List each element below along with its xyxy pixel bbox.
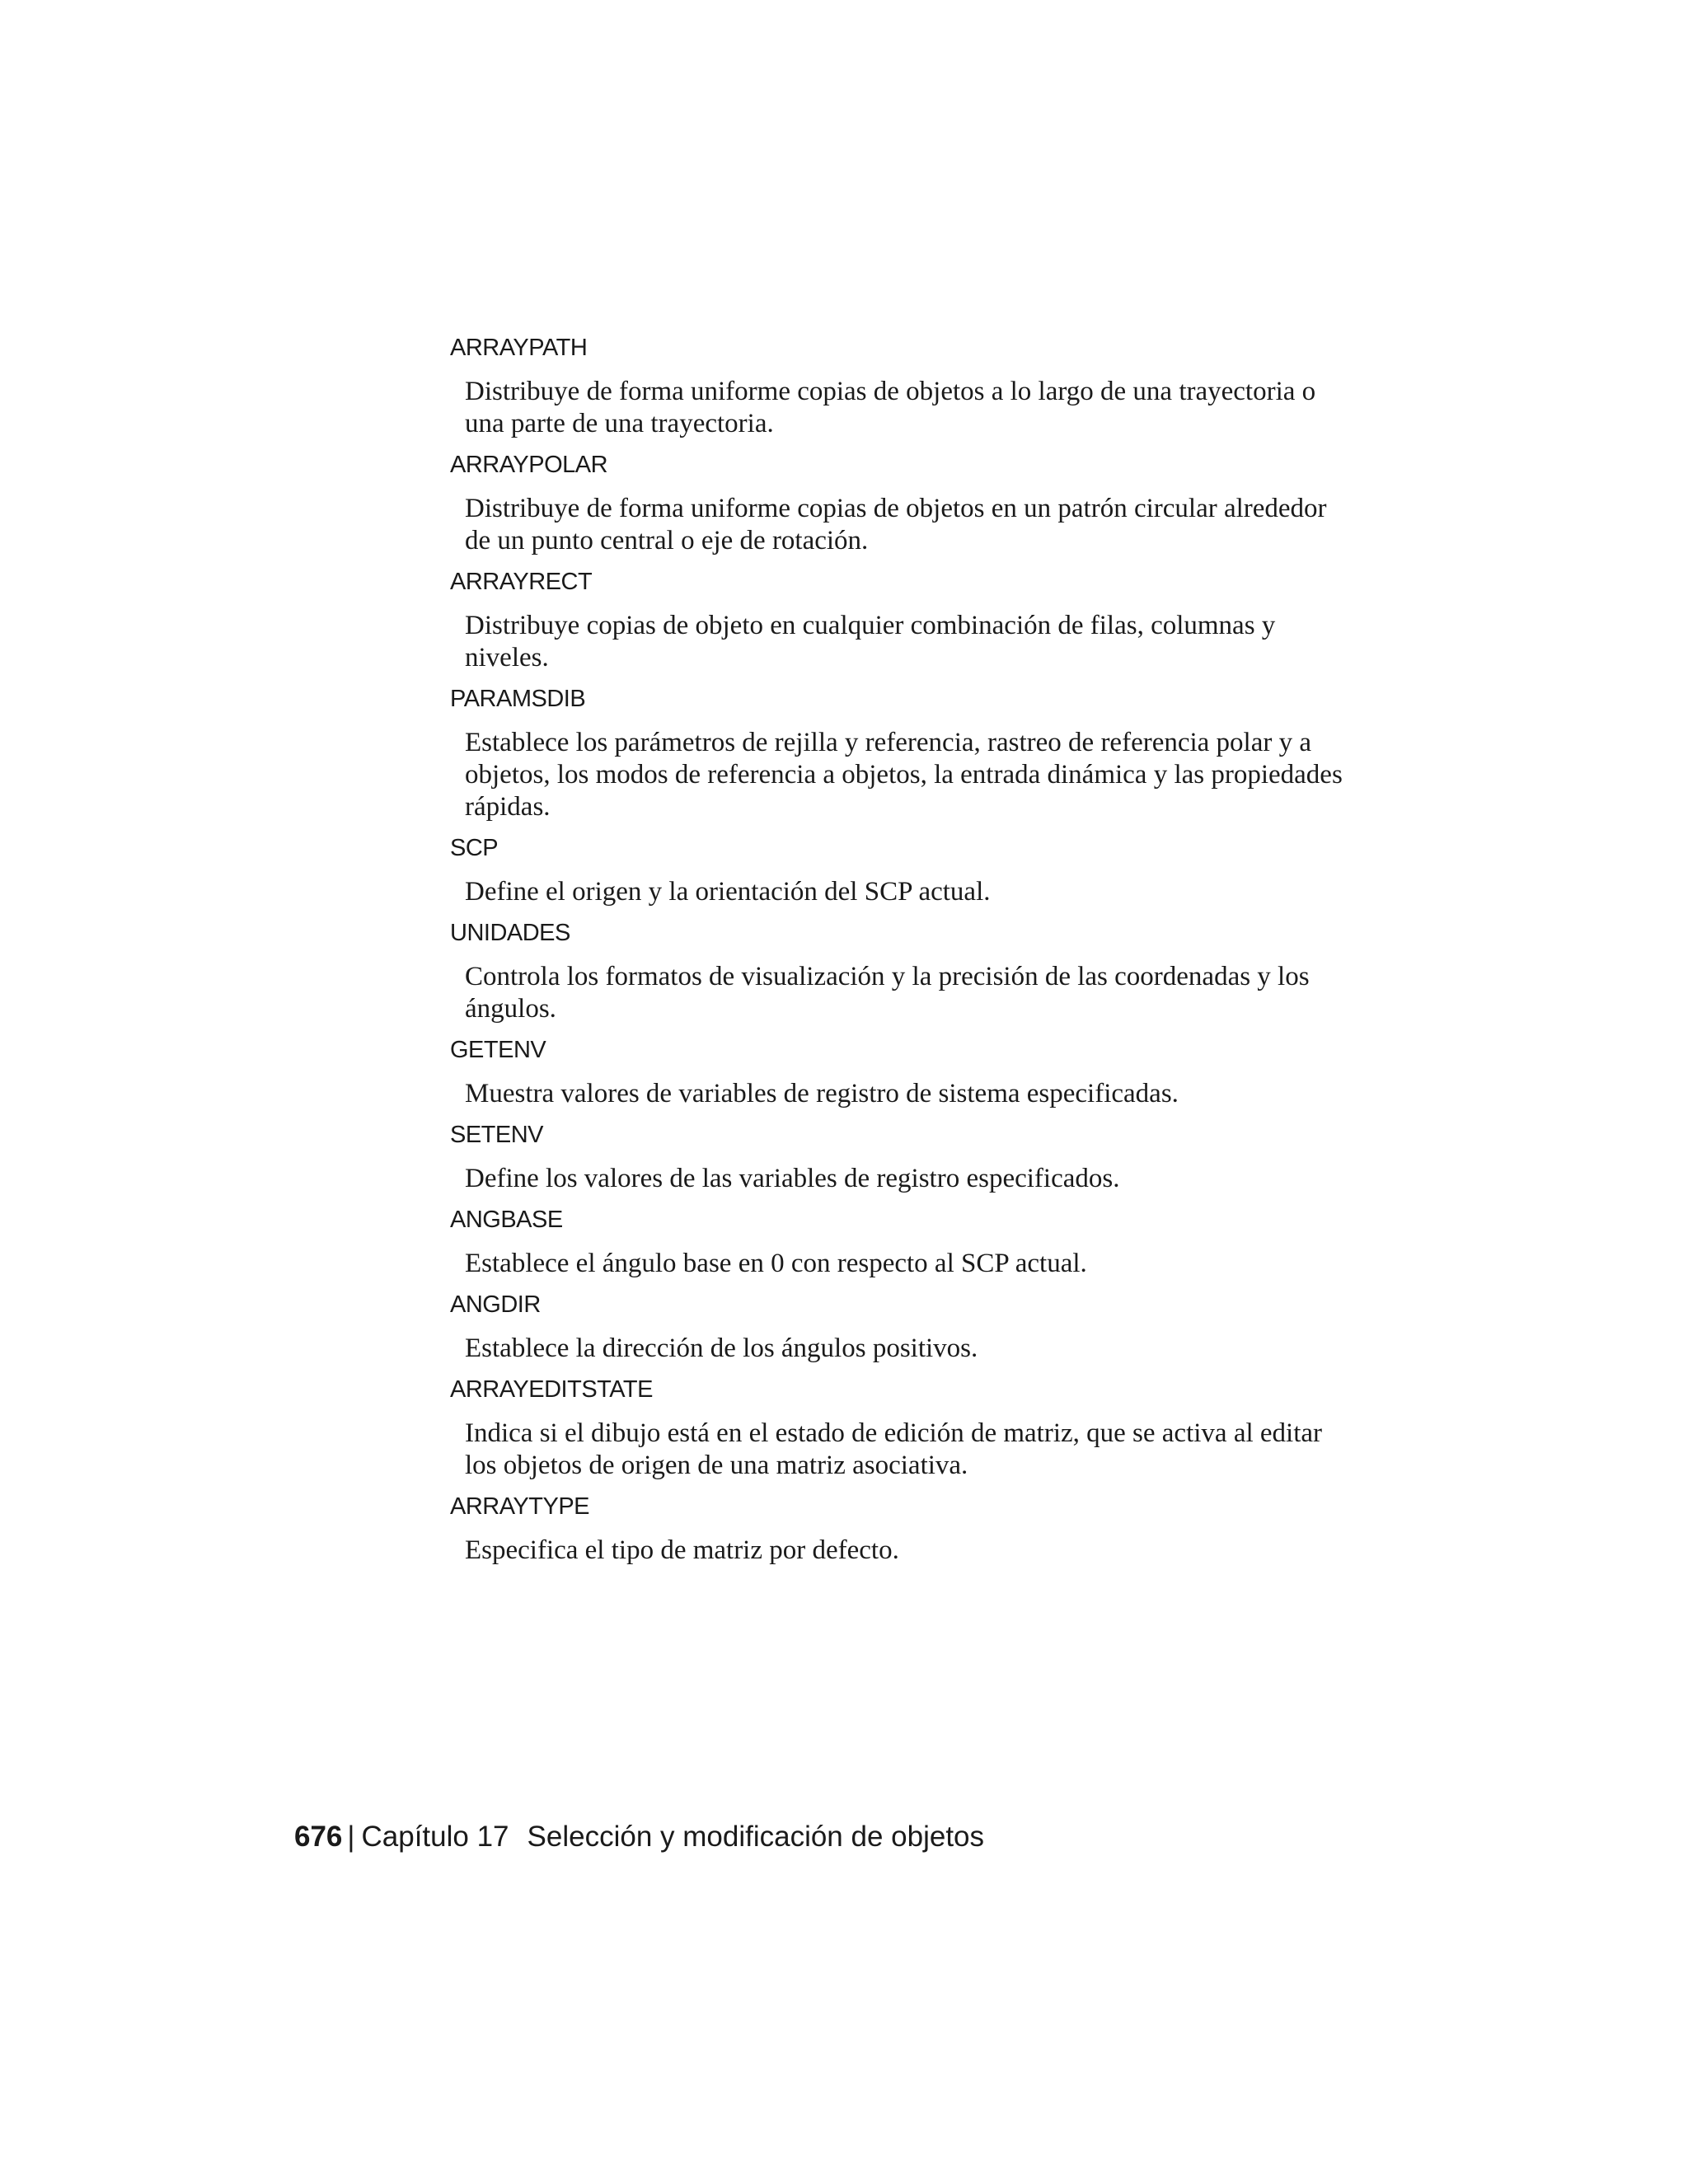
entry-term: PARAMSDIB	[450, 686, 586, 712]
entry-description: Establece la dirección de los ángulos positivos.	[465, 1333, 978, 1363]
entry-term: GETENV	[450, 1037, 546, 1063]
footer-separator: |	[347, 1821, 355, 1853]
entry-term: ARRAYTYPE	[450, 1493, 590, 1520]
entry-unidades	[450, 916, 1406, 1025]
entry-description: Distribuye copias de objeto en cualquier combinación de filas, columnas y niveles.	[465, 611, 1276, 673]
entry-description: Define los valores de las variables de registro especificados.	[465, 1164, 1120, 1193]
entry-description: Establece los parámetros de rejilla y referencia, rastreo de referencia polar y a objetos, los modos de referencia a objetos, la entrada dinámica y las propiedades rápidas.	[465, 728, 1343, 822]
entry-term: UNIDADES	[450, 920, 570, 946]
entry-description: Define el origen y la orientación del SCP actual.	[465, 877, 991, 907]
page-footer	[294, 1821, 984, 1854]
entry-term: SCP	[450, 835, 499, 861]
entry-setenv	[450, 1118, 1406, 1195]
entry-description: Distribuye de forma uniforme copias de objetos en un patrón circular alrededor de un punto central o eje de rotación.	[465, 494, 1327, 555]
entry-term: ARRAYRECT	[450, 569, 593, 595]
entry-angbase	[450, 1203, 1406, 1280]
entry-term: ANGDIR	[450, 1291, 541, 1318]
entry-description: Controla los formatos de visualización y la precisión de las coordenadas y los ángulos.	[465, 962, 1310, 1024]
entry-arraytype	[450, 1490, 1406, 1567]
entry-arraypath	[450, 331, 1406, 440]
command-list	[450, 331, 1406, 1575]
page-number: 676	[294, 1821, 343, 1853]
entry-getenv	[450, 1033, 1406, 1110]
entry-arraypolar	[450, 448, 1406, 557]
entry-description: Indica si el dibujo está en el estado de edición de matriz, que se activa al editar los objetos de origen de una matriz asociativa.	[465, 1418, 1322, 1480]
entry-scp	[450, 832, 1406, 908]
entry-description: Distribuye de forma uniforme copias de objetos a lo largo de una trayectoria o una parte de una trayectoria.	[465, 377, 1316, 438]
entry-term: ARRAYPOLAR	[450, 452, 608, 478]
entry-arrayrect	[450, 565, 1406, 674]
entry-term: ANGBASE	[450, 1207, 563, 1233]
entry-description: Establece el ángulo base en 0 con respecto al SCP actual.	[465, 1249, 1087, 1278]
chapter-title: Selección y modificación de objetos	[527, 1821, 985, 1853]
entry-paramsdib	[450, 682, 1406, 823]
entry-description: Muestra valores de variables de registro de sistema especificadas.	[465, 1079, 1179, 1108]
entry-term: ARRAYEDITSTATE	[450, 1376, 653, 1403]
entry-term: SETENV	[450, 1122, 544, 1148]
entry-description: Especifica el tipo de matriz por defecto.	[465, 1535, 899, 1565]
entry-angdir	[450, 1288, 1406, 1365]
entry-arrayeditstate	[450, 1373, 1406, 1482]
chapter-label: Capítulo 17	[361, 1821, 509, 1853]
entry-term: ARRAYPATH	[450, 335, 588, 361]
